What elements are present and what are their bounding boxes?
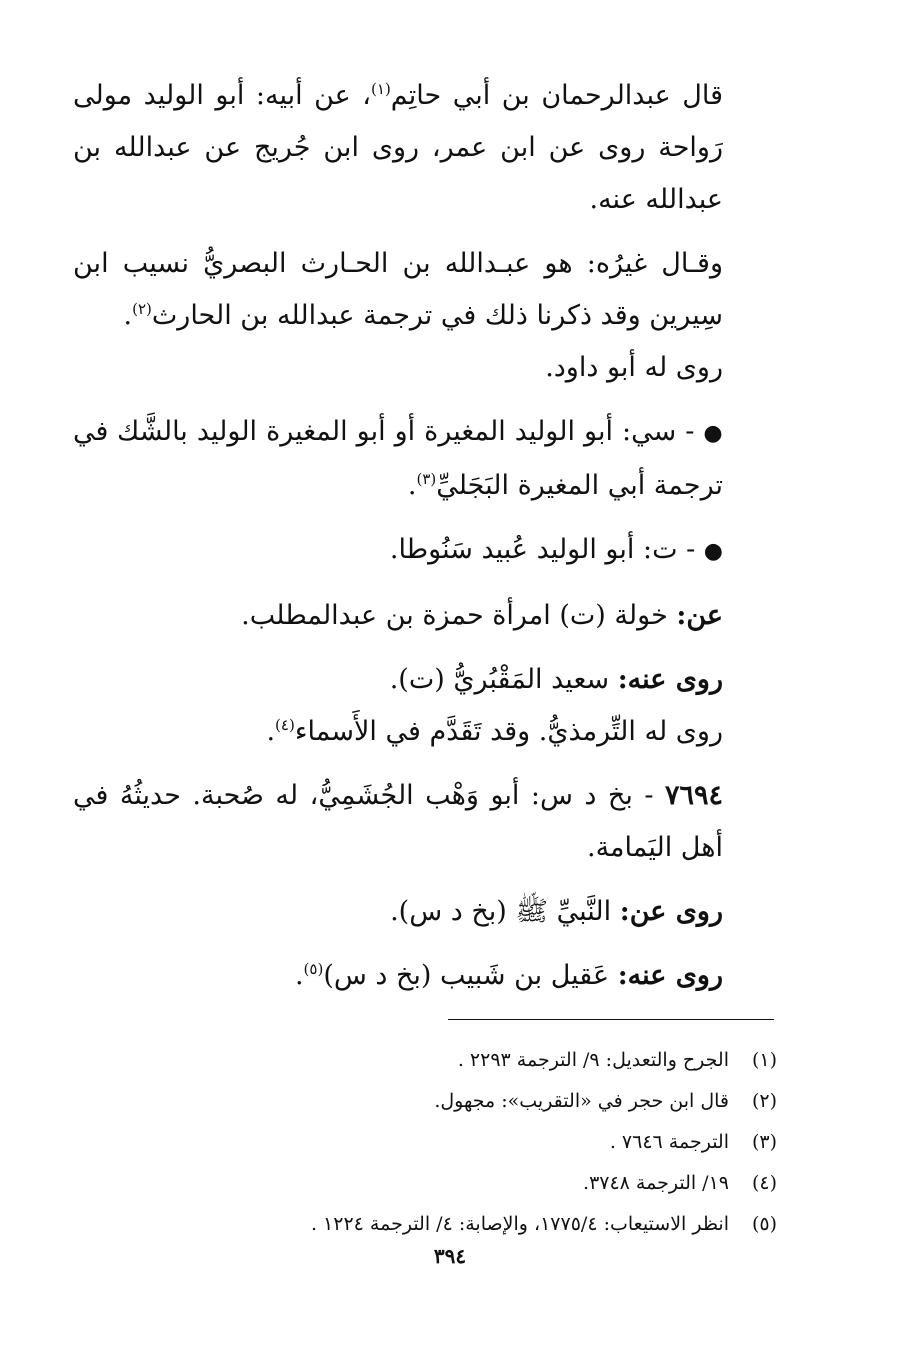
text-line: .	[294, 960, 304, 991]
text-line: في ترجمة أبي المغيرة البَجَليِّ	[73, 416, 723, 501]
text-line: - بخ د س: أبو وَهْب الجُشَمِيُّ، له صُحبة. حديثُهُ	[119, 780, 654, 811]
footnote-ref-4[interactable]: (٤)	[275, 716, 295, 734]
footnote-ref-1[interactable]: (١)	[371, 80, 391, 98]
entry-7694-abu-wahb	[73, 770, 773, 874]
narrated-by-line	[73, 950, 773, 1002]
footnote-text: انظر الاستيعاب: ١٧٧٥/٤، والإصابة: ٤/ الترجمة ١٢٢٤ .	[310, 1213, 729, 1235]
paragraph-abu-hatim	[73, 70, 773, 226]
footnote-number: (١)	[751, 1049, 777, 1071]
text-line: سعيد المَقْبُريُّ (ت).	[389, 664, 610, 695]
text-line: النَّبيِّ ﷺ (بخ د س).	[390, 896, 612, 927]
footnote-ref-3[interactable]: (٣)	[416, 470, 437, 488]
text-line: عنه.	[589, 184, 637, 215]
text-line: .	[123, 300, 133, 331]
text-line: - سي: أبو الوليد المغيرة أو أبو المغيرة الوليد بالشَّك	[117, 416, 695, 447]
text-line: وقـال غيرُه: هو عبـدالله بن الحـارث البصريُّ نسيب ابن	[73, 248, 723, 279]
entry-number: ٧٦٩٤	[664, 780, 723, 811]
footnote-4	[97, 1163, 777, 1204]
text-line: .	[407, 470, 417, 501]
footnote-ref-2[interactable]: (٢)	[132, 300, 152, 318]
footnote-number: (٢)	[751, 1090, 777, 1112]
footnote-5	[97, 1204, 777, 1245]
page-number: ٣٩٤	[433, 1244, 467, 1268]
footnote-number: (٥)	[751, 1213, 777, 1235]
text-line: - ت: أبو الوليد عُبيد سَنُوطا.	[389, 534, 696, 565]
entry-si-abul-walid-al-mughira	[73, 406, 773, 512]
text-line: رَواحة روى عن ابن عمر، روى ابن جُريج عن عبدالله بن عبدالله	[73, 132, 723, 215]
footnote-2	[97, 1081, 777, 1122]
footnote-number: (٣)	[751, 1131, 777, 1153]
label-narrated-by: روى عنه:	[617, 664, 723, 695]
main-text	[73, 70, 773, 1002]
text-line: عَقيل بن شَبيب (بخ د س)	[323, 960, 610, 991]
footnote-1	[97, 1040, 777, 1081]
footnote-text: قال ابن حجر في «التقريب»: مجهول.	[434, 1090, 729, 1112]
text-line: روى له التِّرمذيُّ. وقد تَقَدَّم في الأَسماء	[294, 716, 723, 747]
footnote-text: الترجمة ٧٦٤٦ .	[609, 1131, 729, 1153]
text-line: قال عبدالرحمان بن أبي حاتِم	[390, 80, 723, 111]
footnote-text: ١٩/ الترجمة ٣٧٤٨.	[583, 1172, 729, 1194]
footnote-3	[97, 1122, 777, 1163]
text-line: خولة (ت) امرأة حمزة بن عبدالمطلب.	[241, 600, 668, 631]
footnote-number: (٤)	[751, 1172, 777, 1194]
bullet-icon: ●	[703, 421, 724, 446]
label-narrated-by: روى عنه:	[617, 960, 723, 991]
narrated-by-line	[73, 654, 773, 758]
text-line: سِيرين وقد ذكرنا ذلك في ترجمة عبدالله بن الحارث	[151, 300, 723, 331]
text-line: روى له أبو داود.	[545, 352, 723, 383]
paragraph-others-said	[73, 238, 773, 394]
text-line: ، عن أبيه: أبو الوليد مولى	[73, 80, 372, 111]
footnote-divider	[448, 1019, 774, 1020]
text-line: .	[266, 716, 276, 747]
entry-t-abul-walid-ubayd	[73, 524, 773, 578]
footnote-text: الجرح والتعديل: ٩/ الترجمة ٢٢٩٣ .	[457, 1049, 729, 1071]
text-line: في أهل اليَمامة.	[73, 780, 723, 863]
label-narrated-from: روى عن:	[619, 896, 723, 927]
narrated-from-line	[73, 886, 773, 938]
narrated-from-line	[73, 590, 773, 642]
footnote-ref-5[interactable]: (٥)	[303, 960, 324, 978]
bullet-icon: ●	[703, 539, 723, 564]
label-narrated-from: عن:	[676, 600, 723, 631]
footnotes	[97, 1040, 777, 1245]
